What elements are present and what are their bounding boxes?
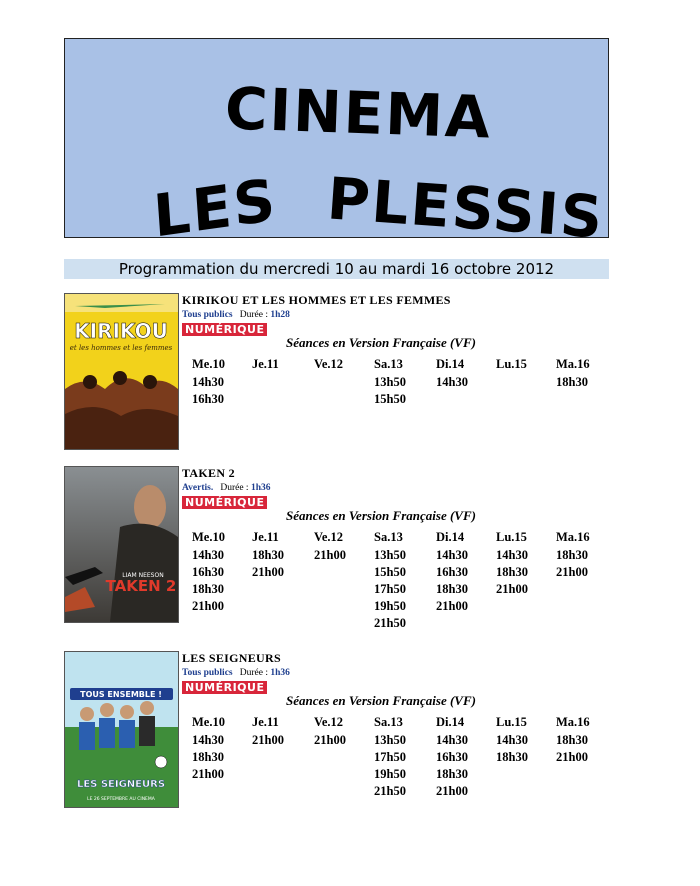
showtime: 21h00 (252, 565, 284, 579)
day-header: Je.11 (252, 530, 279, 544)
movie-duration: 1h36 (270, 668, 290, 678)
day-header: Lu.15 (496, 715, 527, 729)
day-header: Ve.12 (314, 357, 344, 371)
movie-duration: 1h28 (270, 310, 290, 320)
poster-kirikou-subtitle: et les hommes et les femmes (69, 344, 173, 352)
showtime: 16h30 (436, 750, 468, 764)
showtime: 14h30 (192, 375, 224, 389)
showtime: 18h30 (496, 565, 528, 579)
day-header: Me.10 (192, 715, 225, 729)
cinema-title-line1: CINEMA (223, 74, 494, 152)
poster-seigneurs-tagline: TOUS ENSEMBLE ! (80, 690, 162, 699)
day-header: Di.14 (436, 715, 465, 729)
day-header: Sa.13 (374, 357, 403, 371)
seances-label: Séances en Version Française (VF) (286, 693, 476, 708)
showtime: 14h30 (436, 733, 468, 747)
day-header: Me.10 (192, 357, 225, 371)
showtime: 18h30 (192, 750, 224, 764)
showtime-column (252, 714, 284, 749)
showtime: 21h00 (496, 582, 528, 596)
movie-info-seigneurs (182, 651, 622, 696)
movie-info-kirikou (182, 293, 622, 338)
showtime-column (436, 356, 468, 391)
poster-seigneurs (64, 651, 179, 808)
showtime-column (252, 529, 284, 581)
poster-taken2-image (65, 467, 178, 622)
poster-seigneurs-title: LES SEIGNEURS (76, 779, 166, 790)
movie-public: Tous publics (182, 310, 233, 320)
showtime: 21h00 (314, 733, 346, 747)
movie-public: Avertis. (182, 483, 214, 493)
day-header: Lu.15 (496, 357, 527, 371)
showtime-column (252, 356, 279, 374)
showtime: 16h30 (192, 565, 224, 579)
showtime: 19h50 (374, 767, 406, 781)
cinema-title-line2b: PLESSIS (324, 164, 607, 252)
poster-taken2-actor: LIAM NEESON (122, 572, 164, 579)
showtime: 21h50 (374, 616, 406, 630)
showtime-column (496, 529, 528, 598)
showtime: 21h00 (252, 733, 284, 747)
showtime: 13h50 (374, 375, 406, 389)
day-header: Ma.16 (556, 715, 590, 729)
cinema-header-banner (64, 38, 609, 252)
showtime-column (436, 714, 468, 800)
movie-title: KIRIKOU ET LES HOMMES ET LES FEMMES (182, 293, 451, 307)
movie-meta (182, 310, 622, 320)
showtime: 15h50 (374, 565, 406, 579)
showtime: 21h00 (192, 767, 224, 781)
showtime-column (496, 356, 527, 374)
showtime-column (314, 714, 346, 749)
numerique-badge: NUMÉRIQUE (182, 323, 267, 336)
showtime: 18h30 (436, 582, 468, 596)
showtime: 18h30 (496, 750, 528, 764)
showtime-column (436, 529, 468, 615)
showtime: 18h30 (556, 548, 588, 562)
movie-title: TAKEN 2 (182, 466, 235, 480)
showtime: 14h30 (192, 733, 224, 747)
showtime: 13h50 (374, 548, 406, 562)
showtime: 21h00 (556, 750, 588, 764)
showtime: 16h30 (436, 565, 468, 579)
showtime: 14h30 (192, 548, 224, 562)
movie-info-taken2 (182, 466, 622, 511)
poster-kirikou (64, 293, 179, 450)
day-header: Me.10 (192, 530, 225, 544)
poster-taken2 (64, 466, 179, 623)
showtime-column (556, 356, 590, 391)
showtime-column (556, 529, 590, 581)
showtime: 18h30 (556, 733, 588, 747)
showtime: 21h00 (192, 599, 224, 613)
movie-duree-label: Durée : (220, 483, 249, 493)
showtime: 21h00 (436, 784, 468, 798)
poster-kirikou-title: KIRIKOU (74, 319, 168, 343)
showtime: 18h30 (252, 548, 284, 562)
movie-duree-label: Durée : (239, 310, 268, 320)
movie-meta (182, 483, 622, 493)
showtime-column (192, 714, 225, 783)
day-header: Ve.12 (314, 715, 344, 729)
showtime: 14h30 (496, 733, 528, 747)
numerique-badge: NUMÉRIQUE (182, 681, 267, 694)
showtime: 14h30 (496, 548, 528, 562)
showtime: 13h50 (374, 733, 406, 747)
showtime: 14h30 (436, 548, 468, 562)
movie-duration: 1h36 (250, 483, 271, 493)
programmation-bar: Programmation du mercredi 10 au mardi 16 octobre 2012 (64, 259, 609, 279)
showtime-column (374, 714, 406, 800)
day-header: Di.14 (436, 357, 465, 371)
showtime-column (556, 714, 590, 766)
day-header: Ma.16 (556, 530, 590, 544)
showtime: 16h30 (192, 392, 224, 406)
showtime: 19h50 (374, 599, 406, 613)
day-header: Sa.13 (374, 715, 403, 729)
day-header: Je.11 (252, 357, 279, 371)
seances-label: Séances en Version Française (VF) (286, 508, 476, 523)
seances-label: Séances en Version Française (VF) (286, 335, 476, 350)
poster-seigneurs-image (65, 652, 178, 807)
showtime-column (496, 714, 528, 766)
showtime: 18h30 (556, 375, 588, 389)
showtime: 14h30 (436, 375, 468, 389)
day-header: Je.11 (252, 715, 279, 729)
day-header: Di.14 (436, 530, 465, 544)
day-header: Ma.16 (556, 357, 590, 371)
day-header: Lu.15 (496, 530, 527, 544)
showtime: 18h30 (192, 582, 224, 596)
showtime: 21h00 (314, 548, 346, 562)
showtime-column (374, 529, 406, 632)
showtime: 17h50 (374, 750, 406, 764)
poster-taken2-title: TAKEN 2 (105, 577, 177, 595)
showtime-column (192, 356, 225, 408)
showtime: 21h00 (556, 565, 588, 579)
showtime-column (314, 529, 346, 564)
numerique-badge: NUMÉRIQUE (182, 496, 267, 509)
day-header: Ve.12 (314, 530, 344, 544)
poster-seigneurs-footer: LE 26 SEPTEMBRE AU CINEMA (87, 797, 155, 802)
showtime-column (192, 529, 225, 615)
movie-meta (182, 668, 622, 678)
showtime: 21h00 (436, 599, 468, 613)
showtime-column (374, 356, 406, 408)
movie-duree-label: Durée : (239, 668, 268, 678)
showtime: 17h50 (374, 582, 406, 596)
movie-public: Tous publics (182, 668, 233, 678)
poster-kirikou-image (65, 294, 178, 449)
day-header: Sa.13 (374, 530, 403, 544)
showtime: 15h50 (374, 392, 406, 406)
showtime-column (314, 356, 343, 374)
movie-title: LES SEIGNEURS (182, 651, 281, 665)
showtime: 21h50 (374, 784, 406, 798)
cinema-title-line2a: LES (151, 165, 280, 251)
showtime: 18h30 (436, 767, 468, 781)
